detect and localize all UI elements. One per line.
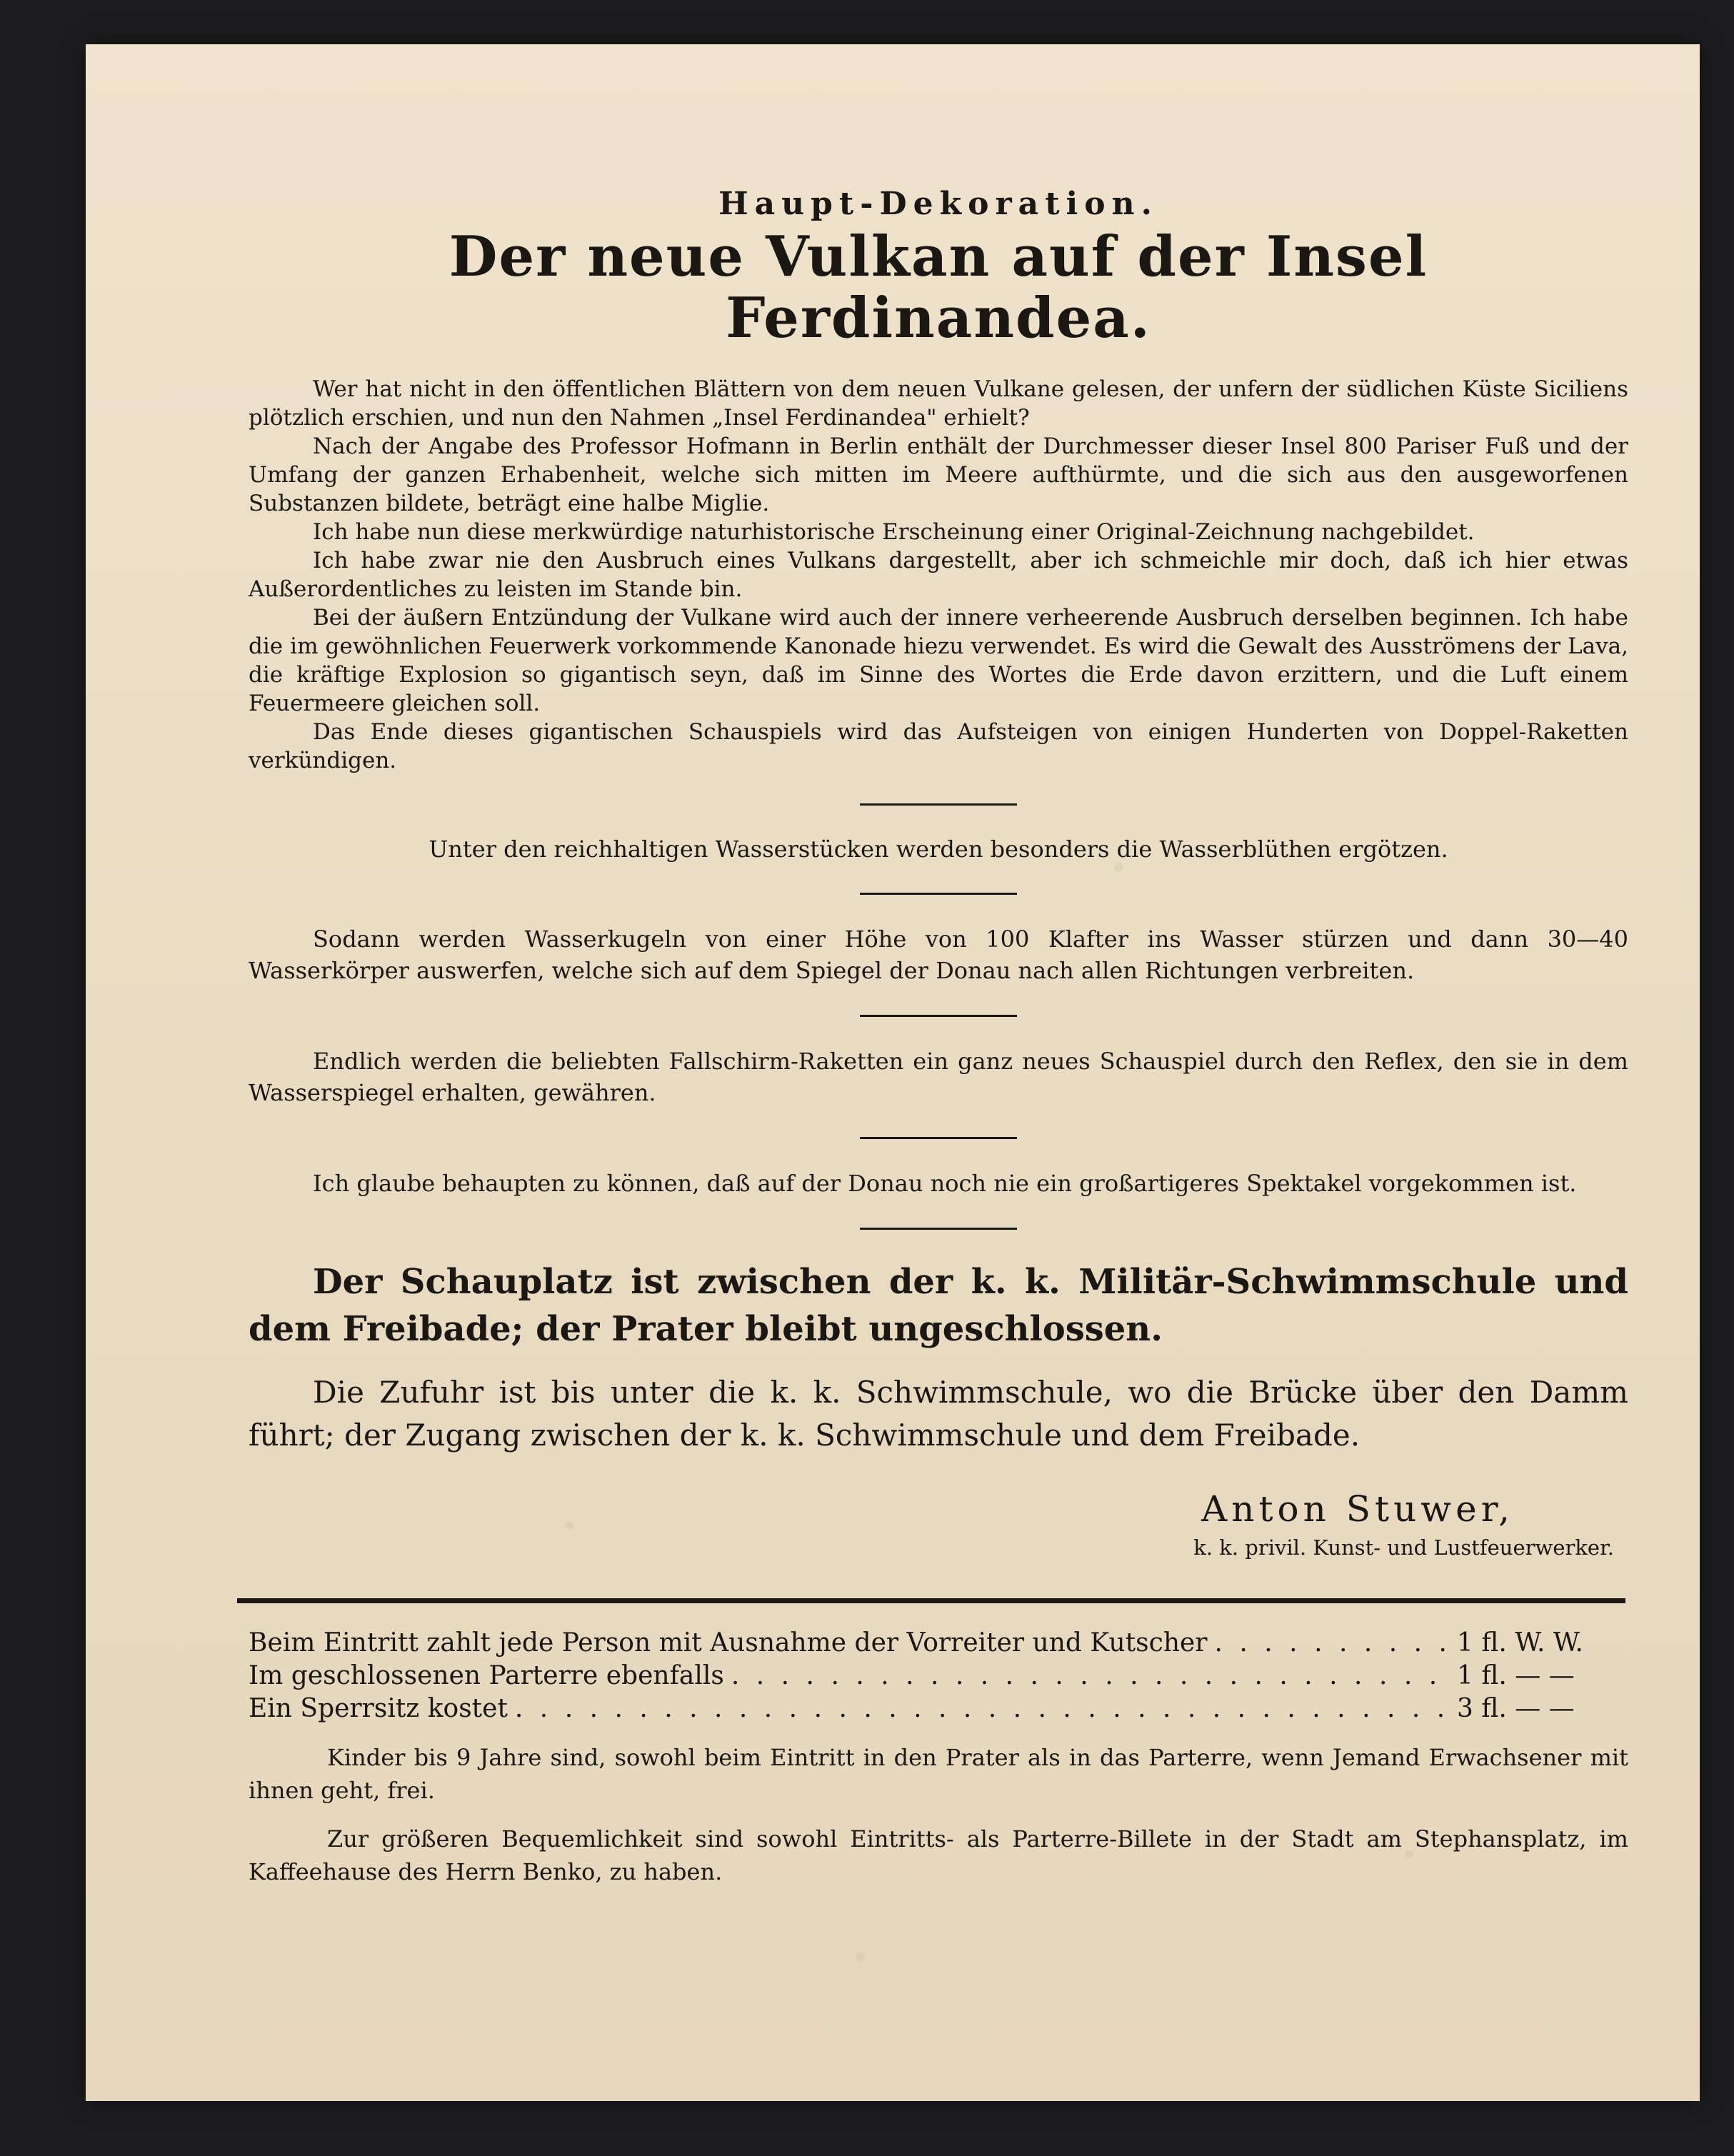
venue-paragraph: Der Schauplatz ist zwischen der k. k. Militär-Schwimmschule und dem Freibade; der Prater bleibt ungeschlossen. bbox=[249, 1261, 1628, 1349]
tickets-note: Zur größeren Bequemlichkeit sind sowohl Eintritts- als Parterre-Billete in der Stadt am Stephansplatz, im Kaffeehause des Herrn Benko, zu haben. bbox=[249, 1825, 1628, 1885]
price-row bbox=[249, 1627, 1628, 1660]
leader-dots bbox=[515, 1693, 1450, 1725]
intro-paragraph-1: Wer hat nicht in den öffentlichen Blättern von dem neuen Vulkane gelesen, der unfern der südlichen Küste Siciliens plötzlich erschien, und nun den Nahmen „Insel Ferdinandea" erhielt? bbox=[249, 376, 1628, 431]
section-divider bbox=[860, 893, 1017, 895]
intro-paragraph-3: Ich habe nun diese merkwürdige naturhistorische Erscheinung einer Original-Zeichnung nachgebildet. bbox=[313, 518, 1475, 545]
price-label: Ein Sperrsitz kostet bbox=[249, 1694, 508, 1723]
leader-dots bbox=[1215, 1627, 1450, 1660]
intro-paragraph-4: Ich habe zwar nie den Ausbruch eines Vulkans dargestellt, aber ich schmeichle mir doch, daß ich hier etwas Außerordentliches zu leisten im Stande bin. bbox=[249, 547, 1628, 602]
price-row bbox=[249, 1693, 1628, 1725]
intro-paragraph-2: Nach der Angabe des Professor Hofmann in Berlin enthält der Durchmesser dieser Insel 800 Pariser Fuß und der Umfang der ganzen Erhabenheit, welche sich mitten im Meere aufthürmte, und die sich aus den ausgeworfenen Substanzen bildete, beträgt eine halbe Miglie. bbox=[249, 433, 1628, 516]
signature-name: Anton Stuwer, bbox=[1201, 1488, 1514, 1530]
price-row bbox=[249, 1660, 1628, 1693]
price-list bbox=[249, 1627, 1628, 1888]
price-label: Beim Eintritt zahlt jede Person mit Ausnahme der Vorreiter und Kutscher bbox=[249, 1628, 1208, 1658]
intro-paragraph-6: Das Ende dieses gigantischen Schauspiels wird das Aufsteigen von einigen Hunderten von Doppel-Raketten verkündigen. bbox=[249, 718, 1628, 773]
waterballs-paragraph: Sodann werden Wasserkugeln von einer Höhe von 100 Klafter ins Wasser stürzen und dann 30—40 Wasserkörper auswerfen, welche sich auf dem Spiegel der Donau nach allen Richtungen verbreiten. bbox=[249, 925, 1628, 984]
signature-title: k. k. privil. Kunst- und Lustfeuerwerker. bbox=[1193, 1535, 1614, 1560]
section-divider bbox=[860, 1137, 1017, 1139]
poster-headline: Der neue Vulkan auf der Insel Ferdinandea. bbox=[448, 224, 1428, 351]
price-value: 3 fl. — — bbox=[1457, 1694, 1575, 1723]
access-paragraph: Die Zufuhr ist bis unter die k. k. Schwimmschule, wo die Brücke über den Damm führt; der Zugang zwischen der k. k. Schwimmschule und dem Freibade. bbox=[249, 1374, 1628, 1453]
price-section-rule bbox=[237, 1598, 1625, 1603]
water-pieces-line: Unter den reichhaltigen Wasserstücken werden besonders die Wasserblüthen ergötzen. bbox=[429, 835, 1448, 863]
section-divider bbox=[860, 1228, 1017, 1230]
price-label: Im geschlossenen Parterre ebenfalls bbox=[249, 1661, 724, 1690]
intro-paragraph-5: Bei der äußern Entzündung der Vulkane wird auch der innere verheerende Ausbruch derselben beginnen. Ich habe die im gewöhnlichen Feuerwerk vorkommende Kanonade hiezu verwendet. Es wird die Gewalt des Ausströmens der Lava, die kräftige Explosion so gigantisch seyn, daß im Sinne des Wortes die Erde davon erzittern, und die Luft einem Feuermeere gleichen soll. bbox=[249, 604, 1628, 716]
poster-sheet bbox=[86, 44, 1700, 2101]
parachute-paragraph: Endlich werden die beliebten Fallschirm-Raketten ein ganz neues Schauspiel durch den Reflex, den sie in dem Wasserspiegel erhalten, gewähren. bbox=[249, 1047, 1628, 1106]
price-value: 1 fl. — — bbox=[1457, 1661, 1575, 1690]
poster-body bbox=[249, 186, 1628, 1560]
leader-dots bbox=[731, 1660, 1450, 1693]
price-value: 1 fl. W. W. bbox=[1457, 1628, 1583, 1658]
claim-paragraph: Ich glaube behaupten zu können, daß auf der Donau noch nie ein großartigeres Spektakel vorgekommen ist. bbox=[313, 1169, 1577, 1197]
poster-kicker: Haupt-Dekoration. bbox=[718, 186, 1158, 222]
section-divider bbox=[860, 1015, 1017, 1017]
section-divider bbox=[860, 803, 1017, 806]
children-note: Kinder bis 9 Jahre sind, sowohl beim Eintritt in den Prater als in das Parterre, wenn Jemand Erwachsener mit ihnen geht, frei. bbox=[249, 1744, 1628, 1804]
